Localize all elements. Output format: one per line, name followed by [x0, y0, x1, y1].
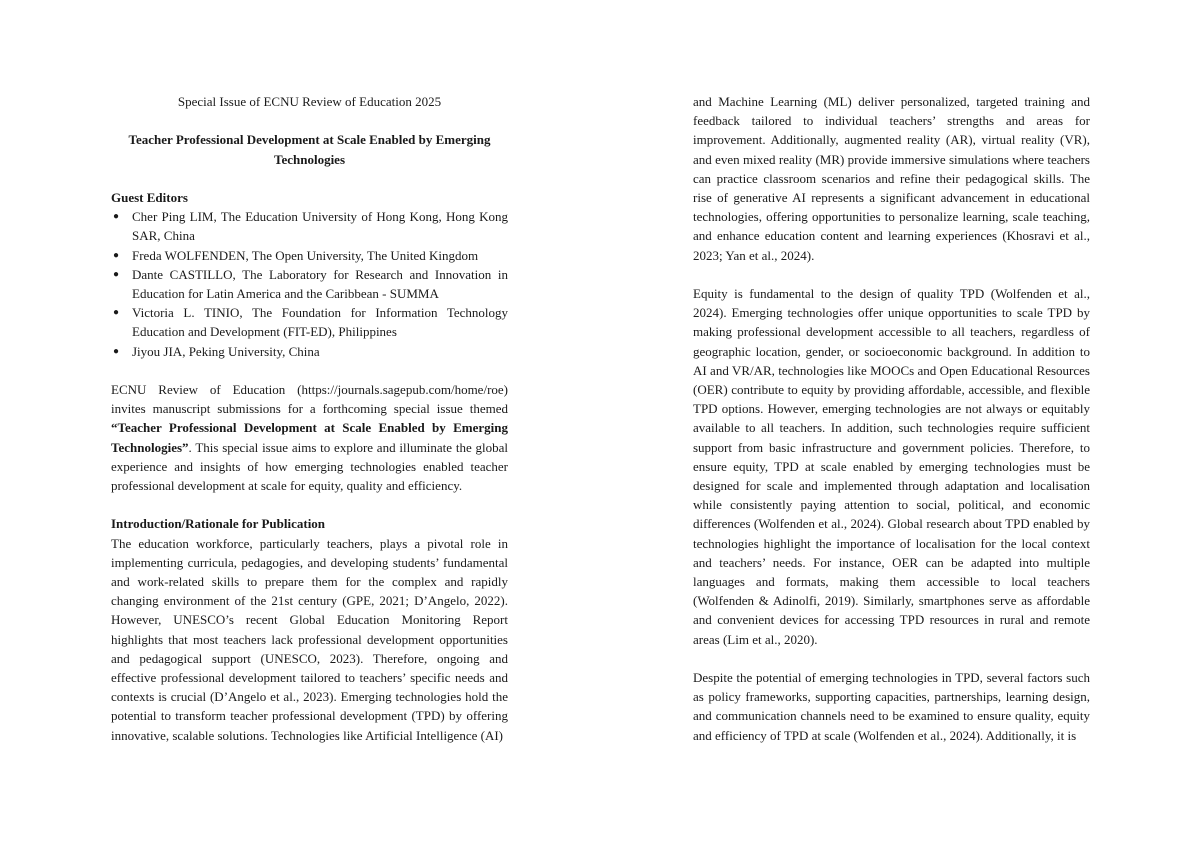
- guest-editors-section: [111, 188, 508, 361]
- body-paragraph-2: Equity is fundamental to the design of quality TPD (Wolfenden et al., 2024). Emerging technologies offer unique opportunities to scale TPD by making professional development accessible to all teachers, regardless of geographic location, gender, or socioeconomic background. In addition to AI and VR/AR, technologies like MOOCs and Open Educational Resources (OER) contribute to equity by providing affordable, accessible, and flexible TPD options. However, emerging technologies are not always or equitably available to all teachers. In addition, such technologies require sufficient support from basic infrastructure and government policies. Therefore, to ensure equity, TPD at scale enabled by emerging technologies must be designed for scale and implemented through adaptation and localisation while consistently paying attention to social, political, and economic differences (Wolfenden et al., 2024). Global research about TPD enabled by technologies highlight the importance of localisation for the local context and teachers’ needs. For instance, OER can be adapted into multiple languages and formats, making them accessible to local teachers (Wolfenden & Adinolfi, 2019). Similarly, smartphones serve as affordable and convenient devices for accessing TPD resources in rural and remote areas (Lim et al., 2020).: [693, 286, 1090, 647]
- editor-text: Cher Ping LIM, The Education University of Hong Kong, Hong Kong SAR, China: [132, 209, 508, 244]
- introduction-section: [111, 514, 508, 744]
- editor-text: Victoria L. TINIO, The Foundation for Information Technology Education and Development (FIT-ED), Philippines: [132, 305, 508, 340]
- editor-item: [111, 303, 508, 341]
- invitation-theme: “Teacher Professional Development at Scale Enabled by Emerging Technologies”: [111, 420, 508, 455]
- guest-editors-heading: Guest Editors: [111, 189, 188, 205]
- journal-line: Special Issue of ECNU Review of Education 2025: [177, 94, 442, 109]
- editor-item: [111, 342, 508, 361]
- body-paragraph-1: and Machine Learning (ML) deliver personalized, targeted training and feedback tailored to individual teachers’ strengths and areas for improvement. Additionally, augmented reality (AR), virtual reality (VR), and even mixed reality (MR) provide immersive simulations where teachers can practice classroom scenarios and refine their pedagogical skills. The rise of generative AI represents a significant advancement in educational technologies, offering opportunities to personalize learning, scale teaching, and enhance education content and learning experiences (Khosravi et al., 2023; Yan et al., 2024).: [693, 94, 1090, 263]
- special-issue-title: Teacher Professional Development at Scale Enabled by Emerging Technologies: [128, 132, 491, 167]
- editor-item: [111, 246, 508, 265]
- invitation-text-pre: ECNU Review of Education (https://journals.sagepub.com/home/roe) invites manuscript submissions for a forthcoming special issue themed: [111, 382, 508, 417]
- editor-text: Jiyou JIA, Peking University, China: [132, 343, 320, 359]
- bullet-icon: ●: [113, 345, 120, 357]
- editor-text: Dante CASTILLO, The Laboratory for Research and Innovation in Education for Latin America and the Caribbean - SUMMA: [132, 266, 508, 301]
- invitation-text-post: . This special issue aims to explore and illuminate the global experience and insights of how emerging technologies enabled teacher professional development at scale for equity, quality and efficiency.: [111, 439, 508, 494]
- editor-item: [111, 207, 508, 245]
- right-column: [693, 92, 1090, 745]
- bullet-icon: ●: [113, 249, 120, 261]
- introduction-heading: Introduction/Rationale for Publication: [111, 516, 326, 532]
- bullet-icon: ●: [113, 307, 120, 319]
- invitation-paragraph: [111, 380, 508, 495]
- left-column: [111, 92, 508, 745]
- editor-text: Freda WOLFENDEN, The Open University, The United Kingdom: [132, 247, 479, 263]
- bullet-icon: ●: [113, 211, 120, 223]
- editors-list: [111, 207, 508, 361]
- bullet-icon: ●: [113, 268, 120, 280]
- body-paragraph-3: Despite the potential of emerging technologies in TPD, several factors such as policy frameworks, supporting capacities, partnerships, learning design, and communication channels need to be examined to ensure quality, equity and efficiency of TPD at scale (Wolfenden et al., 2024). Additionally, it is: [693, 670, 1090, 743]
- introduction-paragraph: The education workforce, particularly teachers, plays a pivotal role in implementing curricula, pedagogies, and developing students’ fundamental and work-related skills to prepare them for the complex and rapidly changing environment of the 21st century (GPE, 2021; D’Angelo, 2022). However, UNESCO’s recent Global Education Monitoring Report highlights that most teachers lack professional development opportunities and pedagogical support (UNESCO, 2023). Therefore, ongoing and effective professional development tailored to teachers’ specific needs and contexts is crucial (D’Angelo et al., 2023). Emerging technologies hold the potential to transform teacher professional development (TPD) by offering innovative, scalable solutions. Technologies like Artificial Intelligence (AI): [111, 535, 508, 743]
- editor-item: [111, 265, 508, 303]
